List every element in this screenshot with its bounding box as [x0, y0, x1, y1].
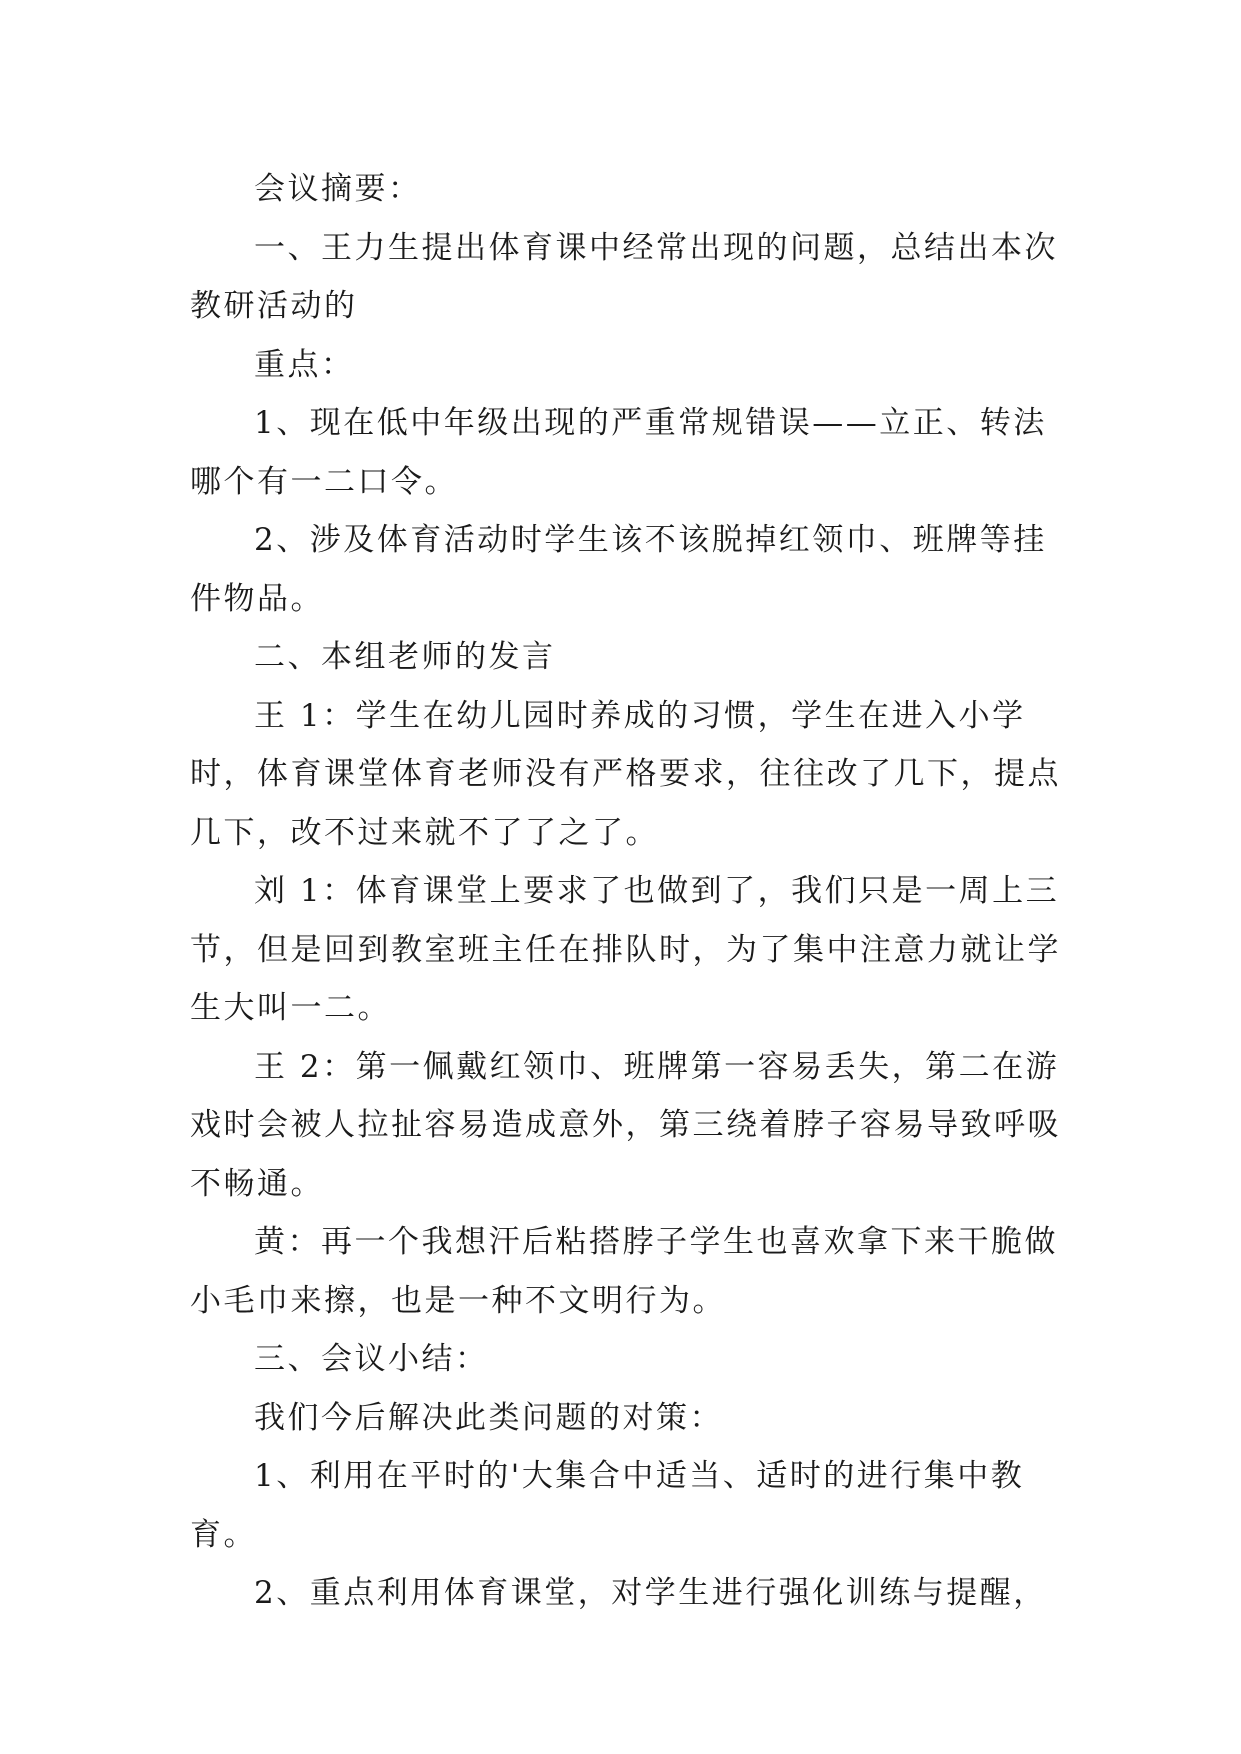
paragraph-summary-heading: 会议摘要： — [254, 171, 422, 207]
paragraph-speaker-wang-1: 王 1：学生在幼儿园时养成的习惯，学生在进入小学时，体育课堂体育老师没有严格要求，往往改了几下，提点几下，改不过来就不了了之了。 — [190, 697, 1061, 851]
paragraph-point-2: 2、涉及体育活动时学生该不该脱掉红领巾、班牌等挂件物品。 — [190, 522, 1047, 617]
paragraph-speaker-huang: 黄：再一个我想汗后粘搭脖子学生也喜欢拿下来干脆做小毛巾来擦，也是一种不文明行为。 — [190, 1224, 1058, 1319]
paragraph-key-points-label: 重点： — [254, 346, 355, 383]
paragraph-speaker-wang-2: 王 2：第一佩戴红领巾、班牌第一容易丢失，第二在游戏时会被人拉扯容易造成意外，第三绕着脖子容易导致呼吸不畅通。 — [190, 1048, 1061, 1202]
paragraph-speaker-liu-1: 刘 1：体育课堂上要求了也做到了，我们只是一周上三节，但是回到教室班主任在排队时，为了集中注意力就让学生大叫一二。 — [190, 873, 1061, 1026]
paragraph-countermeasure-2: 2、重点利用体育课堂，对学生进行强化训练与提醒， — [254, 1575, 1047, 1611]
paragraph-countermeasures-intro: 我们今后解决此类问题的对策： — [254, 1399, 723, 1436]
paragraph-section-three: 三、会议小结： — [254, 1341, 489, 1377]
paragraph-point-1: 1、现在低中年级出现的严重常规错误——立正、转法哪个有一二口令。 — [190, 405, 1047, 500]
document-body — [190, 160, 1070, 1623]
paragraph-section-one: 一、王力生提出体育课中经常出现的问题，总结出本次教研活动的 — [190, 229, 1058, 324]
paragraph-countermeasure-1: 1、利用在平时的'大集合中适当、适时的进行集中教育。 — [190, 1458, 1025, 1553]
paragraph-section-two: 二、本组老师的发言 — [254, 639, 556, 675]
